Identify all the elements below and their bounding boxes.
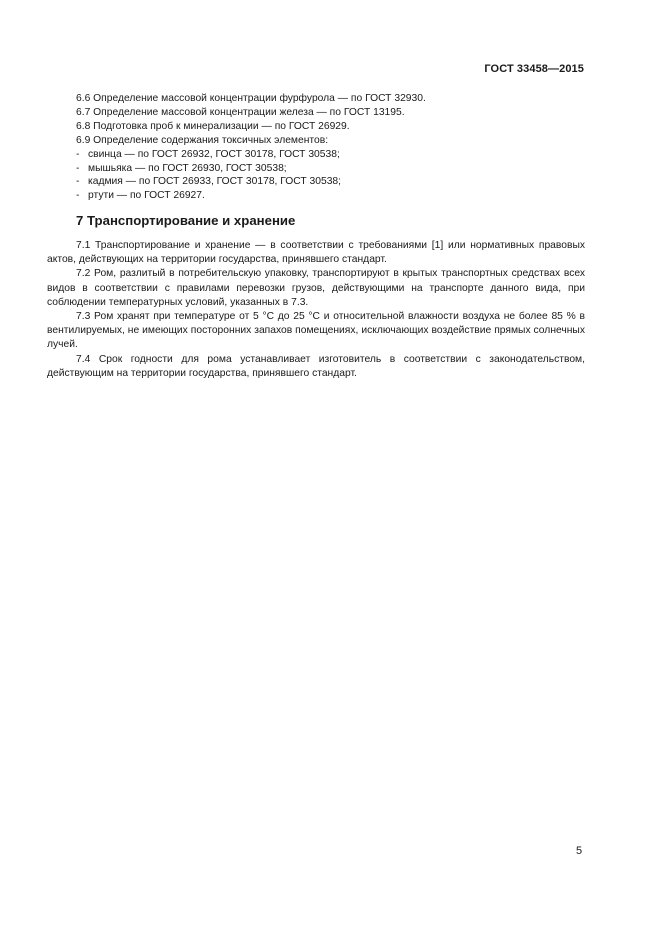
list-dash: - — [76, 176, 80, 188]
toxic-element-text: свинца — по ГОСТ 26932, ГОСТ 30178, ГОСТ 30538; — [88, 148, 340, 160]
section-7-body — [47, 239, 585, 381]
section-7-heading: 7 Транспортирование и хранение — [76, 213, 296, 228]
list-item-6-9: 6.9 Определение содержания токсичных элементов: — [76, 134, 329, 146]
paragraph-7-4: 7.4 Срок годности для рома устанавливает изготовитель в соответствии с законодательством, действующим на территории государства, принявшего стандарт. — [47, 353, 585, 379]
paragraph-7-1: 7.1 Транспортирование и хранение — в соответствии с требованиями [1] или нормативных правовых актов, действующих на территории государства, принявшего стандарт. — [47, 240, 585, 266]
list-dash: - — [76, 190, 80, 202]
list-dash: - — [76, 162, 80, 174]
paragraph-7-2: 7.2 Ром, разлитый в потребительскую упаковку, транспортируют в крытых транспортных средствах всех видов в соответствии с правилами перевозки грузов, действующими на транспорте данного вида, при соблюдении температурных условий, указанных в 7.3. — [47, 268, 585, 308]
toxic-element-mercury — [76, 189, 591, 203]
toxic-element-text: кадмия — по ГОСТ 26933, ГОСТ 30178, ГОСТ 30538; — [88, 176, 342, 188]
page-number: 5 — [576, 845, 583, 857]
section-6-list — [76, 92, 591, 203]
document-id-header: ГОСТ 33458—2015 — [484, 63, 584, 75]
list-dash: - — [76, 148, 80, 160]
toxic-element-cadmium — [76, 175, 591, 189]
paragraph-7-3: 7.3 Ром хранят при температуре от 5 °С до 25 °С и относительной влажности воздуха не более 85 % в вентилируемых, не имеющих посторонних запахов помещениях, исключающих воздействие прямых солнечных лучей. — [47, 311, 585, 351]
list-item-6-7: 6.7 Определение массовой концентрации железа — по ГОСТ 13195. — [76, 106, 405, 118]
list-item-6-6: 6.6 Определение массовой концентрации фурфурола — по ГОСТ 32930. — [76, 93, 426, 104]
list-item-6-8: 6.8 Подготовка проб к минерализации — по ГОСТ 26929. — [76, 120, 350, 132]
toxic-element-arsenic — [76, 162, 591, 176]
toxic-element-text: мышьяка — по ГОСТ 26930, ГОСТ 30538; — [88, 162, 287, 174]
toxic-element-lead — [76, 148, 591, 162]
toxic-element-text: ртути — по ГОСТ 26927. — [88, 190, 205, 202]
